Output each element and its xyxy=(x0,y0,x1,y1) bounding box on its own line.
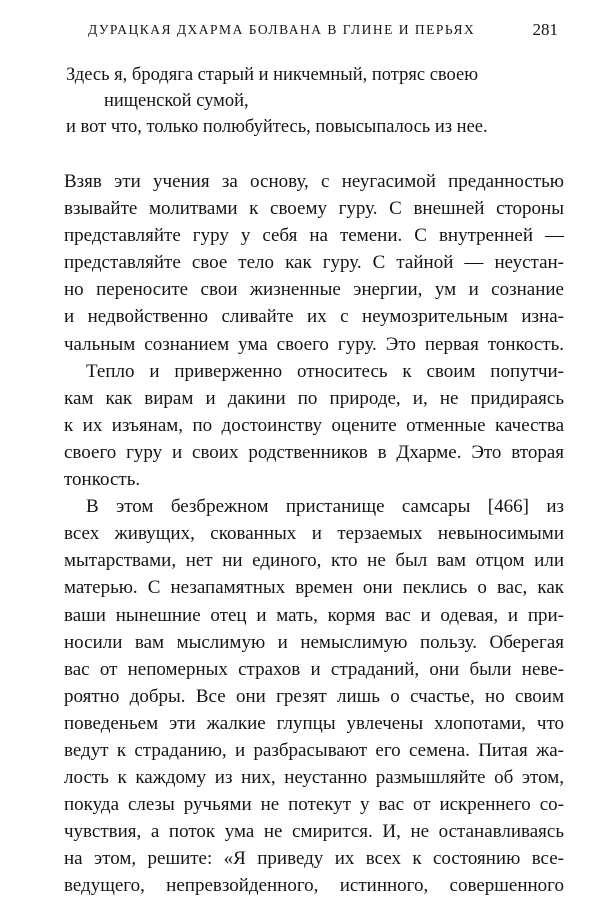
text-line: В этом безбрежном пристанище самсары [466] из xyxy=(86,496,564,518)
text-line: всех живущих, скованных и терзаемых невыносимыми xyxy=(64,523,564,545)
text-line: ведут к страданию, и разбрасывают его семена. Питая жа- xyxy=(64,739,564,761)
running-header xyxy=(88,22,558,46)
epigraph-line: и вот что, только полюбуйтесь, повысыпалось из нее. xyxy=(66,117,488,137)
text-line: ведущего, непревзойденного, истинного, совершенного xyxy=(64,875,564,897)
text-line: мытарствами, нет ни единого, кто не был вам отцом или xyxy=(64,550,564,572)
text-line: тонкость. xyxy=(64,469,141,491)
text-line: взывайте молитвами к своему гуру. С внешней стороны xyxy=(64,198,564,220)
epigraph-line: Здесь я, бродяга старый и никчемный, потряс своею xyxy=(66,65,479,85)
text-line: на этом, решите: «Я приведу их всех к состоянию все- xyxy=(64,848,564,870)
text-line: Тепло и приверженно относитесь к своим попутчи- xyxy=(86,360,564,382)
text-line: представляйте гуру у себя на темени. С внутренней — xyxy=(64,225,564,247)
text-line: и недвойственно сливайте их с неумозрительным изна- xyxy=(64,306,564,328)
running-title: ДУРАЦКАЯ ДХАРМА БОЛВАНА В ГЛИНЕ И ПЕРЬЯХ xyxy=(88,22,476,37)
text-line: к их изъянам, по достоинству оцените отменные качества xyxy=(64,414,564,436)
text-line: роятно добры. Все они грезят лишь о счастье, но своим xyxy=(64,685,564,707)
text-line: чувствия, а поток ума не смирится. И, не останавливаясь xyxy=(64,821,564,843)
epigraph xyxy=(66,62,566,140)
text-line: представляйте свое тело как гуру. С тайной — неустан- xyxy=(64,252,564,274)
text-line: носили вам мыслимую и немыслимую пользу. Оберегая xyxy=(64,631,564,653)
page-number: 281 xyxy=(532,20,558,39)
text-line: вас от непомерных страхов и страданий, они были неве- xyxy=(64,658,564,680)
text-line: Взяв эти учения за основу, с неугасимой преданностью xyxy=(64,171,564,192)
text-line: поведеньем эти жалкие глупцы увлечены хлопотами, что xyxy=(64,712,564,734)
text-line: лость к каждому из них, неустанно размышляйте об этом, xyxy=(64,767,564,789)
text-line: своего гуру и своих родственников в Дхарме. Это вторая xyxy=(64,441,564,463)
body-text xyxy=(64,168,564,900)
text-line: ваши нынешние отец и мать, кормя вас и одевая, и при- xyxy=(64,604,564,626)
text-line: матерью. С незапамятных времен они пеклись о вас, как xyxy=(64,577,564,599)
text-line: кам как вирам и дакини по природе, и, не придираясь xyxy=(64,387,564,409)
epigraph-line: нищенской сумой, xyxy=(104,91,249,111)
text-line: покуда слезы ручьями не потекут у вас от искреннего со- xyxy=(64,794,564,816)
text-line: но переносите свои жизненные энергии, ум и сознание xyxy=(64,279,564,301)
text-line: чальным сознанием ума своего гуру. Это первая тонкость. xyxy=(64,333,564,355)
